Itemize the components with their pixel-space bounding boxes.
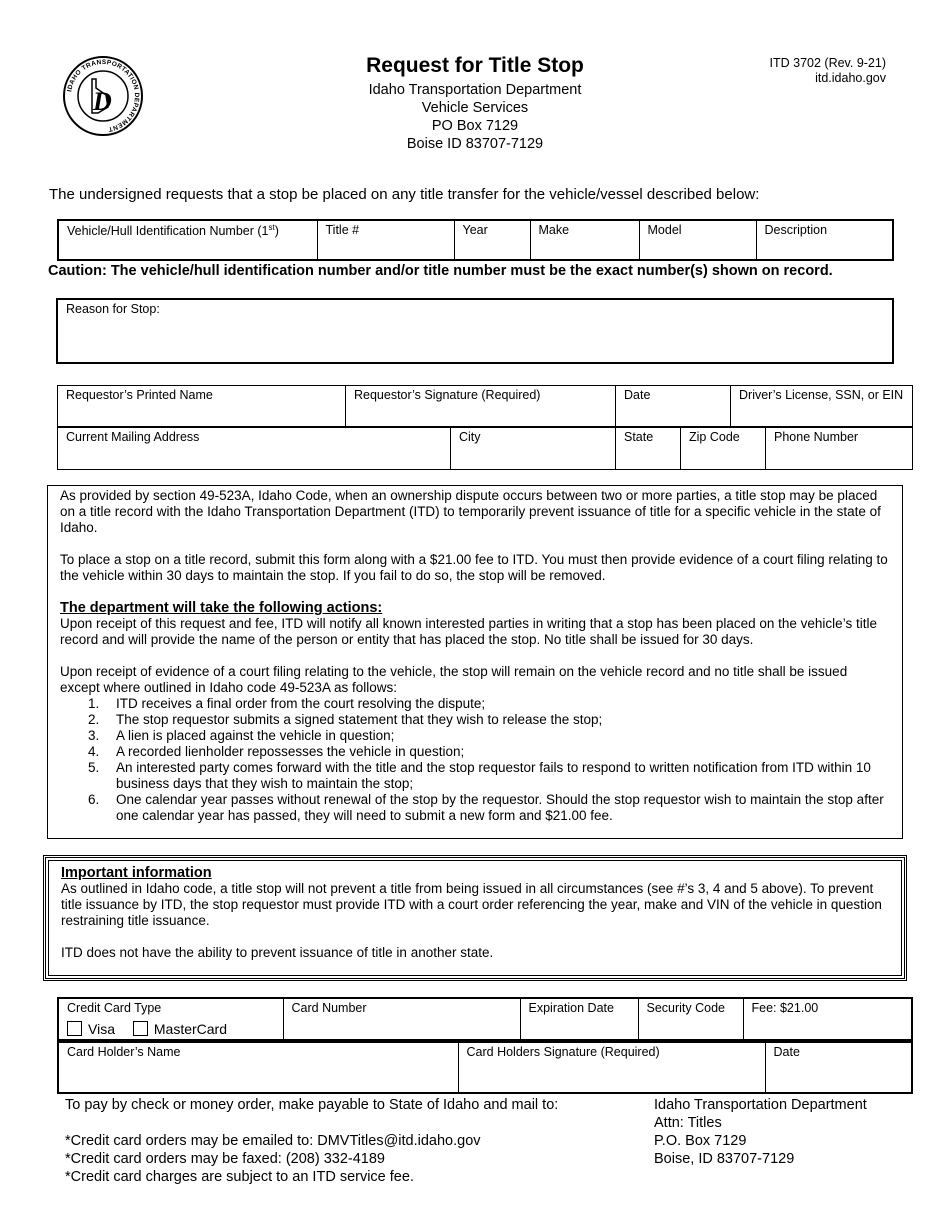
important-heading: Important information [61, 865, 212, 881]
info-paragraph-3: Upon receipt of this request and fee, ITD will notify all known interested parties in writing that a stop has been placed on the vehicle’s title record and will provide the name of the person or entity that has placed the stop. No title shall be issued for 30 days. [60, 616, 877, 647]
form-header [300, 54, 650, 153]
mail-attn: Attn: Titles [654, 1115, 722, 1131]
website-link[interactable]: itd.idaho.gov [815, 70, 886, 85]
caution-text: Caution: The vehicle/hull identification number and/or title number must be the exact number(s) shown on record. [48, 263, 833, 279]
info-section [47, 485, 903, 839]
zip-field[interactable]: Zip Code [681, 428, 766, 470]
card-type-field [58, 998, 283, 1040]
reason-label: Reason for Stop: [66, 302, 160, 316]
state-field[interactable]: State [616, 428, 681, 470]
card-holder-name-field[interactable]: Card Holder’s Name [58, 1042, 458, 1093]
security-code-field[interactable]: Security Code [638, 998, 743, 1040]
card-holder-signature-field[interactable]: Card Holders Signature (Required) [458, 1042, 765, 1093]
form-title: Request for Title Stop [366, 54, 584, 77]
list-item: 4. A recorded lienholder repossesses the vehicle in question; [88, 744, 465, 759]
po-box: PO Box 7129 [431, 118, 519, 134]
important-info-section [45, 857, 905, 979]
fax-note: *Credit card orders may be faxed: (208) 332-4189 [65, 1151, 385, 1167]
description-field[interactable]: Description [756, 220, 893, 260]
payment-table-row1 [57, 997, 913, 1041]
important-paragraph-2: ITD does not have the ability to prevent issuance of title in another state. [61, 945, 494, 960]
city-field[interactable]: City [451, 428, 616, 470]
list-item: 6. One calendar year passes without renewal of the stop by the requestor. Should the stop requestor wish to maintain the stop after one calendar year has passed, they will need to submit a new form and $21.00 fee. [88, 792, 884, 823]
list-item: 3. A lien is placed against the vehicle in question; [88, 728, 395, 743]
mailing-address-block [654, 1096, 867, 1168]
mail-pobox: P.O. Box 7129 [654, 1133, 747, 1149]
requestor-date-field[interactable]: Date [616, 386, 731, 427]
mastercard-checkbox[interactable] [133, 1021, 148, 1036]
info-paragraph-2: To place a stop on a title record, submit this form along with a $21.00 fee to ITD. You must then provide evidence of a court filing relating to the vehicle within 30 days to maintain the stop. If you fail to do so, the stop will be removed. [60, 552, 888, 583]
model-field[interactable]: Model [639, 220, 756, 260]
card-number-field[interactable]: Card Number [283, 998, 520, 1040]
requestor-name-field[interactable]: Requestor’s Printed Name [58, 386, 346, 427]
form-number: ITD 3702 (Rev. 9-21) [769, 56, 886, 70]
division-name: Vehicle Services [421, 100, 529, 116]
mail-city: Boise, ID 83707-7129 [654, 1151, 795, 1167]
actions-list [60, 696, 890, 824]
make-field[interactable]: Make [530, 220, 639, 260]
svg-text:D: D [93, 87, 112, 116]
requestor-table-row2 [57, 427, 913, 470]
important-paragraph-1: As outlined in Idaho code, a title stop will not prevent a title from being issued in all circumstances (see #’s 3, 4 and 5 above). To prevent title issuance by ITD, the stop requestor must provide ITD with a court order referencing the year, make and VIN of the vehicle in question restraining title issuance. [61, 881, 882, 928]
title-number-field[interactable]: Title # [317, 220, 454, 260]
vin-field[interactable]: Vehicle/Hull Identification Number (1st) [58, 220, 317, 260]
card-type-label: Credit Card Type [67, 1001, 162, 1015]
vehicle-table [57, 219, 894, 261]
payment-table-row2 [57, 1041, 913, 1094]
mail-dept: Idaho Transportation Department [654, 1097, 867, 1113]
visa-label: Visa [88, 1021, 115, 1037]
city-state-zip: Boise ID 83707-7129 [406, 136, 544, 152]
mastercard-label: MasterCard [153, 1021, 228, 1037]
form-id-block [770, 56, 886, 85]
visa-checkbox[interactable] [67, 1021, 82, 1036]
svg-text:IDAHO TRANSPORTATION DEPARTME: IDAHO TRANSPORTATION DEPARTMENT [66, 58, 141, 133]
mailing-address-field[interactable]: Current Mailing Address [58, 428, 451, 470]
email-note: *Credit card orders may be emailed to: DMVTitles@itd.idaho.gov [65, 1133, 481, 1149]
requestor-table-row1 [57, 385, 913, 427]
list-item: 1. ITD receives a final order from the court resolving the dispute; [88, 696, 486, 711]
actions-heading: The department will take the following actions: [60, 600, 383, 616]
intro-text: The undersigned requests that a stop be placed on any title transfer for the vehicle/vessel described below: [49, 186, 760, 203]
year-field[interactable]: Year [454, 220, 530, 260]
reason-for-stop-field[interactable] [56, 298, 894, 364]
payment-date-field[interactable]: Date [765, 1042, 912, 1093]
payment-instructions [65, 1096, 558, 1186]
check-instructions: To pay by check or money order, make payable to State of Idaho and mail to: [65, 1097, 559, 1113]
expiration-field[interactable]: Expiration Date [520, 998, 638, 1040]
itd-logo [62, 55, 144, 137]
info-paragraph-4: Upon receipt of evidence of a court filing relating to the vehicle, the stop will remain on the vehicle record and no title shall be issued except where outlined in Idaho code 49-523A as follows: [60, 664, 848, 695]
requestor-signature-field[interactable]: Requestor’s Signature (Required) [346, 386, 616, 427]
info-paragraph-1: As provided by section 49-523A, Idaho Code, when an ownership dispute occurs between two or more parties, a title stop may be placed on a title record with the Idaho Transportation Department (ITD) to temporarily prevent issuance of title for a specific vehicle in the state of Idaho. [60, 488, 881, 535]
fee-note: *Credit card charges are subject to an ITD service fee. [65, 1169, 414, 1185]
phone-field[interactable]: Phone Number [766, 428, 913, 470]
list-item: 5. An interested party comes forward with the title and the stop requestor fails to respond to written notification from ITD within 10 business days that they wish to maintain the stop; [88, 760, 871, 791]
fee-amount: Fee: $21.00 [743, 998, 912, 1040]
department-name: Idaho Transportation Department [368, 82, 582, 98]
list-item: 2. The stop requestor submits a signed statement that they wish to release the stop; [88, 712, 603, 727]
license-field[interactable]: Driver’s License, SSN, or EIN [731, 386, 913, 427]
